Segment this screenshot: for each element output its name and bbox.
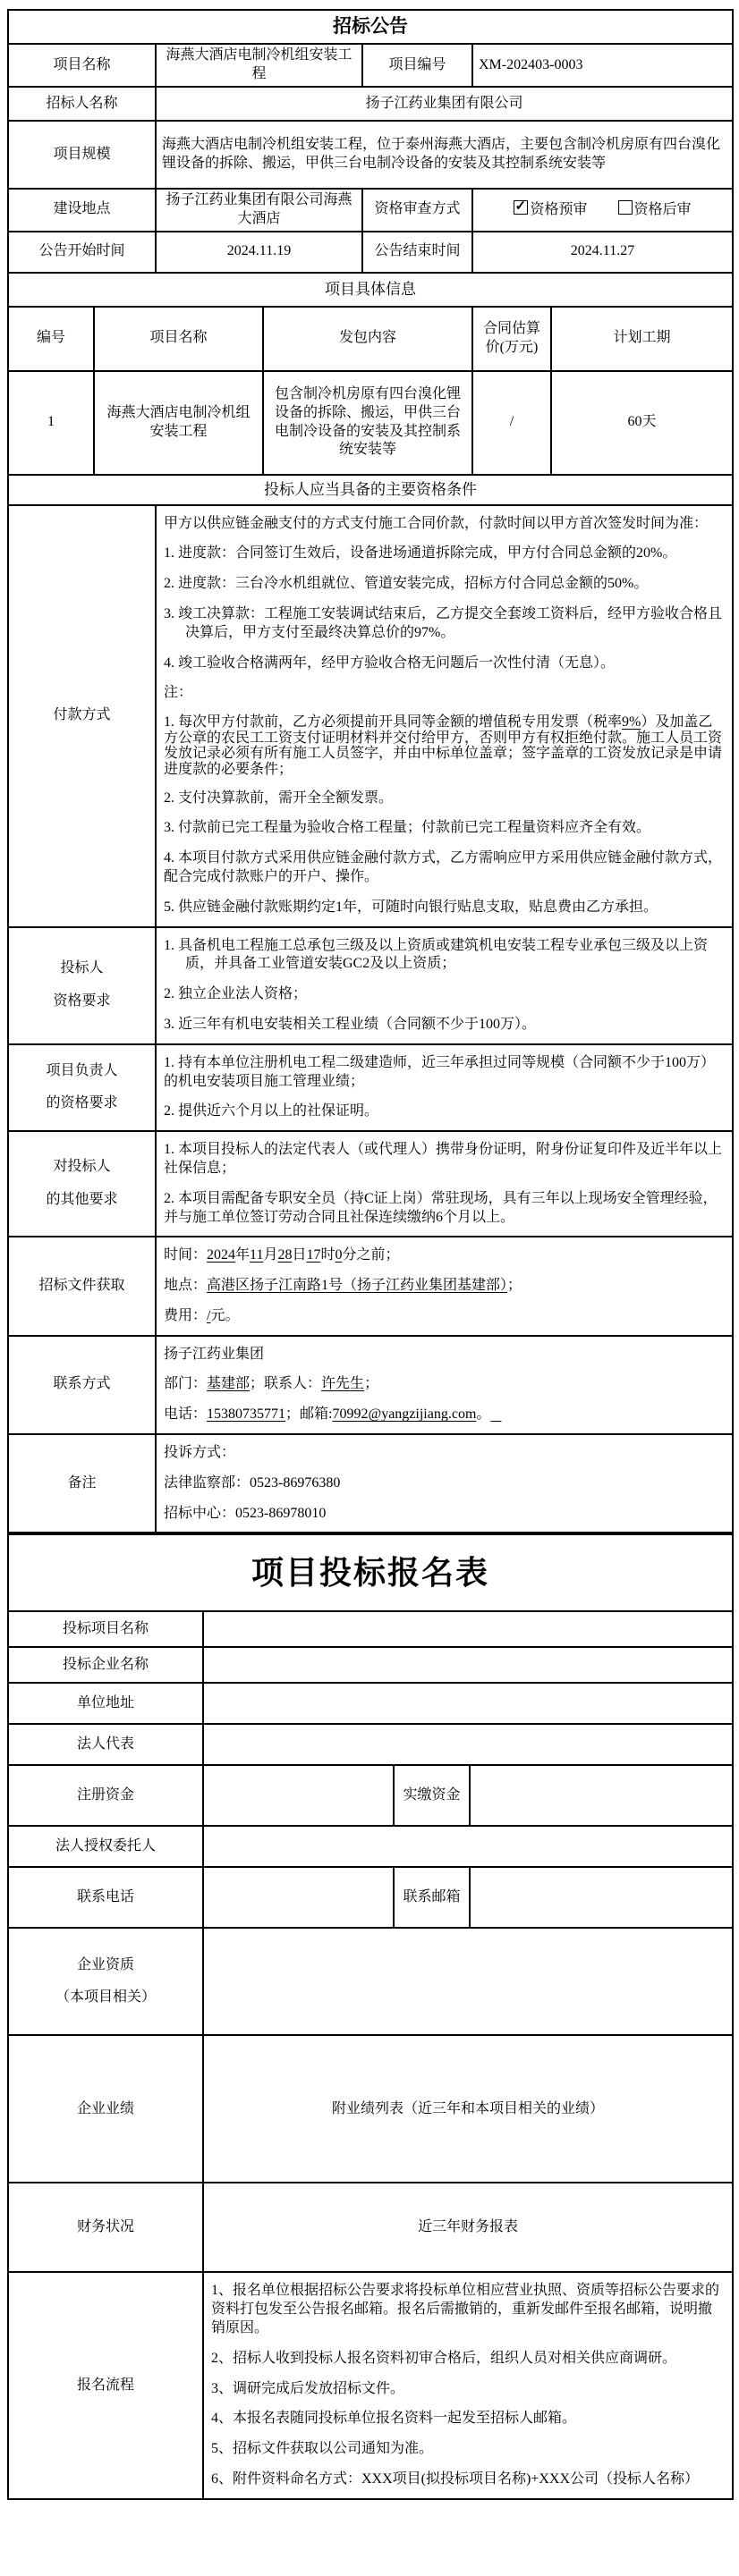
place-prefix: 地点： xyxy=(164,1278,208,1294)
prequalification-label: 资格预审 xyxy=(530,201,588,217)
cell-no: 1 xyxy=(8,371,94,475)
tenderer-label: 招标人名称 xyxy=(8,87,156,121)
cell-price: / xyxy=(472,371,551,475)
time-suffix: 分之前； xyxy=(342,1247,400,1263)
contact-phone-input[interactable] xyxy=(203,1867,394,1928)
bidder-qualification-label xyxy=(8,927,156,1044)
contact-phone-row xyxy=(8,1867,733,1928)
registered-capital-row xyxy=(8,1765,733,1826)
company-qualification-input[interactable] xyxy=(203,1928,733,2035)
legal-rep-input[interactable] xyxy=(203,1724,733,1765)
contact-phone-label: 联系电话 xyxy=(8,1867,203,1928)
bid-company-name-row xyxy=(8,1647,733,1683)
remark-row xyxy=(8,1434,733,1533)
legal-rep-row xyxy=(8,1724,733,1765)
col-header-no: 编号 xyxy=(8,307,94,371)
bid-project-name-row xyxy=(8,1611,733,1647)
other-requirements-row xyxy=(8,1131,733,1237)
bid-project-name-label: 投标项目名称 xyxy=(8,1611,203,1647)
time-sep3: 日 xyxy=(292,1247,307,1263)
other-requirements-content xyxy=(156,1131,733,1237)
time-minute: 0 xyxy=(335,1247,343,1263)
manager-qualification-row xyxy=(8,1044,733,1131)
contact-row xyxy=(8,1336,733,1434)
tenderer-row xyxy=(8,87,733,121)
col-header-duration: 计划工期 xyxy=(551,307,733,371)
payment-item-2: 2. 进度款：三台冷水机组就位、管道安装完成，招标方付合同总金额的50%。 xyxy=(164,576,649,592)
payment-intro: 甲方以供应链金融支付的方式支付施工合同价款，付款时间以甲方首次签发时间为准： xyxy=(164,515,709,531)
qualification-header-row xyxy=(8,475,733,505)
authorized-agent-label: 法人授权委托人 xyxy=(8,1826,203,1867)
registered-capital-input[interactable] xyxy=(203,1765,394,1826)
financial-status-value: 近三年财务报表 xyxy=(203,2183,733,2272)
place-address: 高港区扬子江南路1号（扬子江药业集团基建部） xyxy=(207,1278,508,1294)
manager-qual-item-2: 2. 提供近六个月以上的社保证明。 xyxy=(164,1103,379,1119)
qualification-method-label: 资格审查方式 xyxy=(362,189,472,232)
paid-in-capital-input[interactable] xyxy=(470,1765,733,1826)
company-qualification-row xyxy=(8,1928,733,2035)
payment-item-1: 1. 进度款：合同签订生效后，设备进场通道拆除完成，甲方付合同总金额的20%。 xyxy=(164,545,677,562)
form-title: 项目投标报名表 xyxy=(8,1534,733,1611)
detail-header-row xyxy=(8,273,733,307)
payment-content xyxy=(156,505,733,927)
company-performance-row xyxy=(8,2035,733,2183)
process-item-5: 5、招标文件获取以公司通知为准。 xyxy=(211,2441,434,2457)
payment-note-4: 4. 本项目付款方式采用供应链金融付款方式，乙方需响应甲方采用供应链金融付款方式，配合完成付款账户的开户、操作。 xyxy=(164,850,723,884)
tel-suffix: 。 xyxy=(476,1406,491,1423)
contact-tel-line xyxy=(164,1406,725,1424)
time-sep2: 月 xyxy=(263,1247,278,1263)
payment-note-1-post: ）及加盖乙方公章的农民工工资支付证明材料并交付给甲方，否则甲方有权拒绝付款。施工人员工资发放记录必须有所有施工人员签字，并由中标单位盖章；签字盖章的工资发放记录是申请进度款的必要条件； xyxy=(164,714,723,777)
announce-time-row xyxy=(8,232,733,273)
payment-note-3: 3. 付款前已完工程量为验收合格工程量；付款前已完工程量资料应齐全有效。 xyxy=(164,820,651,836)
end-time-label: 公告结束时间 xyxy=(362,232,472,273)
bidder-qualification-content xyxy=(156,927,733,1044)
payment-note-1 xyxy=(164,714,725,777)
manager-qualification-label-line2: 的资格要求 xyxy=(46,1095,118,1111)
tenderer-value: 扬子江药业集团有限公司 xyxy=(156,87,733,121)
dept-name: 基建部 xyxy=(207,1376,251,1392)
bid-project-name-input[interactable] xyxy=(203,1611,733,1647)
remark-content xyxy=(156,1434,733,1533)
process-item-3: 3、调研完成后发放招标文件。 xyxy=(211,2380,405,2396)
detail-section-header: 项目具体信息 xyxy=(8,273,733,307)
process-item-4: 4、本报名表随同投标单位报名资料一起发至招标人邮箱。 xyxy=(211,2411,577,2427)
cell-duration: 60天 xyxy=(551,371,733,475)
manager-qual-item-1: 1. 持有本单位注册机电工程二级建造师，近三年承担过同等规模（合同额不少于100万）的机电安装项目施工管理业绩； xyxy=(164,1054,716,1089)
other-req-item-1: 1. 本项目投标人的法定代表人（或代理人）携带身份证明，附身份证复印件及近半年以上社保信息； xyxy=(164,1142,723,1176)
scale-row xyxy=(8,121,733,189)
company-qualification-label-line2: （本项目相关） xyxy=(55,1989,156,2006)
company-performance-value: 附业绩列表（近三年和本项目相关的业绩） xyxy=(203,2035,733,2183)
bid-company-name-label: 投标企业名称 xyxy=(8,1647,203,1683)
payment-note-1-pre: 1. 每次甲方付款前，乙方必须提前开具同等金额的增值税专用发票（税率 xyxy=(164,714,623,731)
payment-note-5: 5. 供应链金融付款账期约定1年，可随时向银行贴息支取，贴息费由乙方承担。 xyxy=(164,899,658,915)
authorized-agent-input[interactable] xyxy=(203,1826,733,1867)
process-item-1: 1、报名单位根据招标公告要求将投标单位相应营业执照、资质等招标公告要求的资料打包发至公告报名邮箱。报名后需撤销的，重新发邮件至报名邮箱，说明撤销原因。 xyxy=(211,2283,720,2336)
document-obtain-time xyxy=(164,1246,725,1265)
fee-amount: / xyxy=(207,1307,211,1323)
legal-rep-label: 法人代表 xyxy=(8,1724,203,1765)
start-time-value: 2024.11.19 xyxy=(156,232,362,273)
contact-person: 许先生 xyxy=(321,1376,365,1392)
project-name-row xyxy=(8,44,733,87)
dept-suffix: ； xyxy=(364,1376,379,1392)
project-name-label: 项目名称 xyxy=(8,44,156,87)
announcement-title: 招标公告 xyxy=(8,10,733,44)
location-value: 扬子江药业集团有限公司海燕大酒店 xyxy=(156,189,362,232)
dept-mid: ；联系人： xyxy=(250,1376,322,1392)
project-no-label: 项目编号 xyxy=(362,44,472,87)
other-requirements-label xyxy=(8,1131,156,1237)
paid-in-capital-label: 实缴资金 xyxy=(394,1765,470,1826)
manager-qualification-content xyxy=(156,1044,733,1131)
prequalification-checkbox-checked-icon[interactable] xyxy=(514,200,528,215)
remark-label: 备注 xyxy=(8,1434,156,1533)
contact-email-label: 联系邮箱 xyxy=(394,1867,470,1928)
time-hour: 17 xyxy=(306,1247,321,1263)
qualification-section-header: 投标人应当具备的主要资格条件 xyxy=(8,475,733,505)
remark-line-1: 投诉方式： xyxy=(164,1445,236,1461)
payment-note-2: 2. 支付决算款前，需开全全额发票。 xyxy=(164,790,394,806)
dept-prefix: 部门： xyxy=(164,1376,208,1392)
title-row xyxy=(8,10,733,44)
other-requirements-label-line1: 对投标人 xyxy=(53,1159,111,1175)
bidder-qualification-label-line1: 投标人 xyxy=(60,960,104,976)
col-header-content: 发包内容 xyxy=(263,307,472,371)
registered-capital-label: 注册资金 xyxy=(8,1765,203,1826)
cell-name: 海燕大酒店电制冷机组安装工程 xyxy=(94,371,263,475)
process-item-6: 6、附件资料命名方式：XXX项目(拟投标项目名称)+XXX公司（投标人名称） xyxy=(211,2471,700,2487)
col-header-price: 合同估算价(万元) xyxy=(472,307,551,371)
form-title-row xyxy=(8,1534,733,1611)
process-item-2: 2、招标人收到投标人报名资料初审合格后，组织人员对相关供应商调研。 xyxy=(211,2350,677,2366)
tel-mid: ；邮箱: xyxy=(285,1406,333,1423)
payment-item-4: 4. 竣工验收合格满两年，经甲方验收合格无问题后一次性付清（无息）。 xyxy=(164,655,616,671)
other-req-item-2: 2. 本项目需配备专职安全员（持C证上岗）常驻现场，具有三年以上现场安全管理经验，并与施工单位签订劳动合同且社保连续缴纳6个月以上。 xyxy=(164,1190,718,1225)
bidder-qual-item-3: 3. 近三年有机电安装相关工程业绩（合同额不少于100万）。 xyxy=(164,1016,537,1032)
cell-content: 包含制冷机房原有四台溴化锂设备的拆除、搬运，甲供三台电制冷设备的安装及其控制系统安装等 xyxy=(263,371,472,475)
time-sep1: 年 xyxy=(235,1247,251,1263)
process-row xyxy=(8,2272,733,2498)
time-sep4: 时 xyxy=(320,1247,336,1263)
bidder-qualification-row xyxy=(8,927,733,1044)
start-time-label: 公告开始时间 xyxy=(8,232,156,273)
qualification-method-value xyxy=(472,189,733,232)
manager-qualification-label xyxy=(8,1044,156,1131)
payment-item-3: 3. 竣工决算款：工程施工安装调试结束后，乙方提交全套竣工资料后，经甲方验收合格且决算后，甲方支付至最终决算总价的97%。 xyxy=(164,605,723,640)
end-time-value: 2024.11.27 xyxy=(472,232,733,273)
authorized-agent-row xyxy=(8,1826,733,1867)
document-obtain-content xyxy=(156,1237,733,1335)
company-address-input[interactable] xyxy=(203,1683,733,1724)
time-month: 11 xyxy=(250,1247,264,1263)
company-performance-label: 企业业绩 xyxy=(8,2035,203,2183)
registration-form-table xyxy=(7,1533,734,2499)
email-address: 70992@yangzijiang.com xyxy=(332,1406,477,1423)
process-content xyxy=(203,2272,733,2498)
remark-line-3: 招标中心：0523-86978010 xyxy=(164,1505,327,1521)
company-address-label: 单位地址 xyxy=(8,1683,203,1724)
company-address-row xyxy=(8,1683,733,1724)
bidder-qual-item-2: 2. 独立企业法人资格； xyxy=(164,986,308,1002)
time-year: 2024 xyxy=(207,1247,236,1263)
manager-qualification-label-line1: 项目负责人 xyxy=(46,1062,118,1078)
trailing-underscore xyxy=(490,1406,501,1422)
payment-note-1-rate: 9% xyxy=(622,714,641,731)
document-obtain-row xyxy=(8,1237,733,1335)
process-label: 报名流程 xyxy=(8,2272,203,2498)
bidder-qual-item-1: 1. 具备机电工程施工总承包三级及以上资质或建筑机电安装工程专业承包三级及以上资质，并具备工业管道安装GC2及以上资质； xyxy=(164,937,709,972)
contact-email-input[interactable] xyxy=(470,1867,733,1928)
time-prefix: 时间： xyxy=(164,1247,208,1263)
time-day: 28 xyxy=(277,1247,293,1263)
place-suffix: ； xyxy=(507,1278,522,1294)
tender-announcement-table xyxy=(7,9,734,1533)
bidder-qualification-label-line2: 资格要求 xyxy=(53,993,111,1009)
col-header-name: 项目名称 xyxy=(94,307,263,371)
fee-suffix: 元。 xyxy=(210,1307,240,1323)
document-obtain-fee xyxy=(164,1307,725,1326)
document-obtain-label: 招标文件获取 xyxy=(8,1237,156,1335)
remark-line-2: 法律监察部：0523-86976380 xyxy=(164,1474,341,1491)
location-label: 建设地点 xyxy=(8,189,156,232)
financial-status-row xyxy=(8,2183,733,2272)
payment-note-label: 注： xyxy=(164,685,193,701)
contact-company: 扬子江药业集团 xyxy=(164,1346,265,1362)
scale-value: 海燕大酒店电制冷机组安装工程，位于泰州海燕大酒店，主要包含制冷机房原有四台溴化锂设备的拆除、搬运，甲供三台电制冷设备的安装及其控制系统安装等 xyxy=(156,121,733,189)
scale-label: 项目规模 xyxy=(8,121,156,189)
payment-row xyxy=(8,505,733,927)
document-obtain-place xyxy=(164,1277,725,1296)
contact-label: 联系方式 xyxy=(8,1336,156,1434)
company-qualification-label xyxy=(8,1928,203,2035)
project-no-value: XM-202403-0003 xyxy=(472,44,733,87)
location-row xyxy=(8,189,733,232)
other-requirements-label-line2: 的其他要求 xyxy=(46,1192,118,1208)
detail-columns-row xyxy=(8,307,733,371)
fee-prefix: 费用： xyxy=(164,1307,208,1323)
phone-number: 15380735771 xyxy=(207,1406,286,1423)
company-qualification-label-line1: 企业资质 xyxy=(76,1956,134,1972)
bid-company-name-input[interactable] xyxy=(203,1647,733,1683)
detail-data-row xyxy=(8,371,733,475)
contact-content xyxy=(156,1336,733,1434)
financial-status-label: 财务状况 xyxy=(8,2183,203,2272)
project-name-value: 海燕大酒店电制冷机组安装工程 xyxy=(156,44,362,87)
contact-dept-line xyxy=(164,1375,725,1394)
payment-label: 付款方式 xyxy=(8,505,156,927)
tel-prefix: 电话： xyxy=(164,1406,208,1423)
postqualification-label: 资格后审 xyxy=(633,201,692,217)
postqualification-checkbox-icon[interactable] xyxy=(618,200,633,215)
